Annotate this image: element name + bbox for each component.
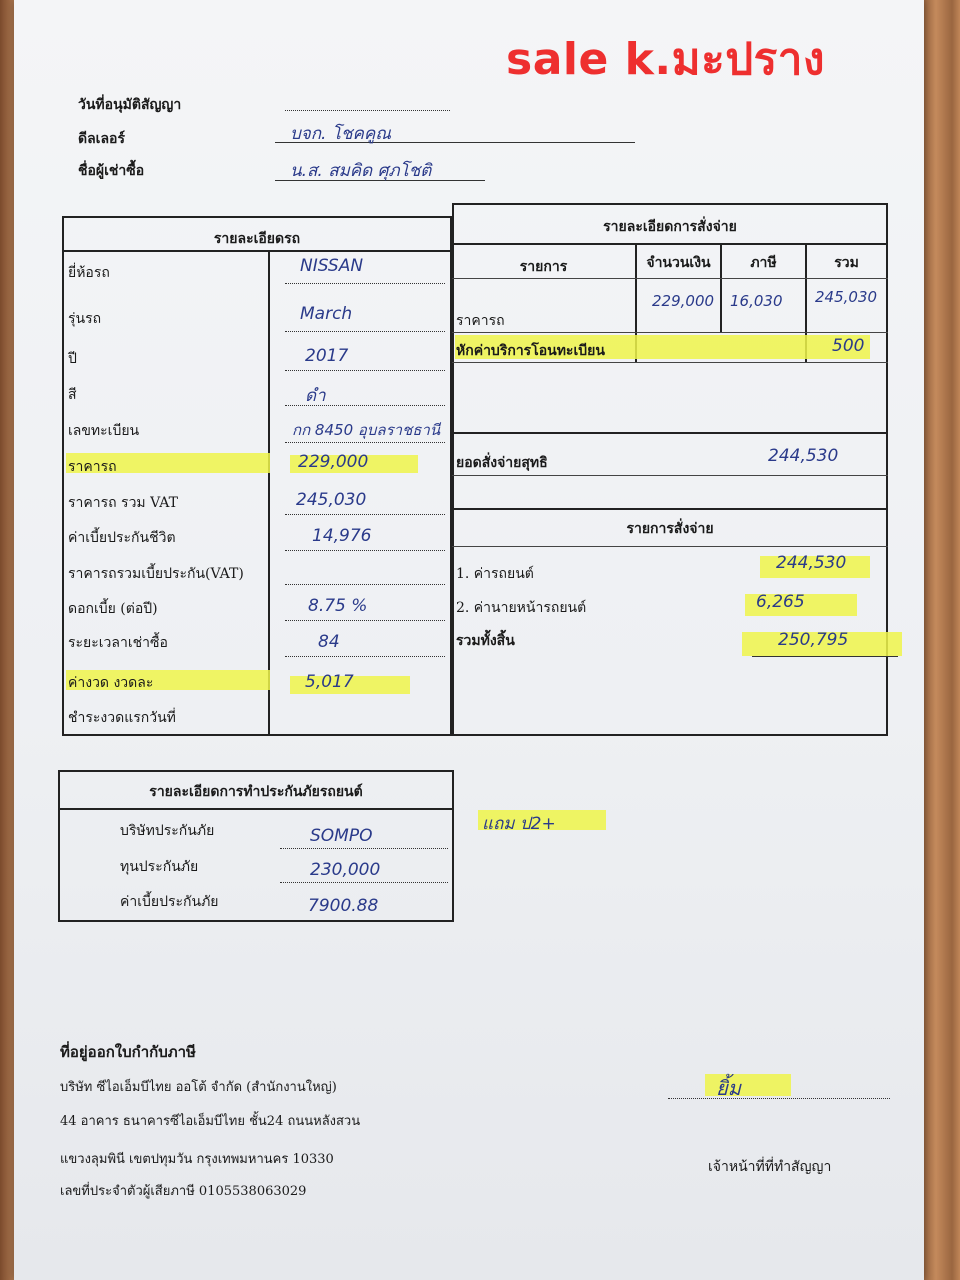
grand-total-label: รวมทั้งสิ้น xyxy=(456,633,515,649)
insurance-title-rule xyxy=(58,808,454,810)
approve-date-label: วันที่อนุมัติสัญญา xyxy=(78,97,182,113)
item2-value: 6,265 xyxy=(756,592,805,612)
tax-address-line: บริษัท ซีไอเอ็มบีไทย ออโต้ จำกัด (สำนักงานใหญ่) xyxy=(60,1080,337,1095)
col-amount-header: จำนวนเงิน xyxy=(646,255,711,271)
car-row-value: 5,017 xyxy=(305,672,354,692)
dealer-label: ดีลเลอร์ xyxy=(78,131,125,147)
col-tax-header: ภาษี xyxy=(750,255,777,271)
insurance-company-label: บริษัทประกันภัย xyxy=(120,823,215,839)
tax-address-line: 44 อาคาร ธนาคารซีไอเอ็มบีไทย ชั้น24 ถนนหลังสวน xyxy=(60,1114,361,1129)
car-price-tax: 16,030 xyxy=(730,292,783,310)
net-label: ยอดสั่งจ่ายสุทธิ xyxy=(456,455,548,471)
insurance-premium-label: ค่าเบี้ยประกันภัย xyxy=(120,894,219,910)
car-row-label: สี xyxy=(68,387,77,403)
transfer-fee-total: 500 xyxy=(832,336,865,356)
car-details-title-rule xyxy=(62,250,452,252)
car-row-label: ชำระงวดแรกวันที่ xyxy=(68,710,176,726)
net-bottom-rule xyxy=(452,475,888,476)
car-row-line xyxy=(285,514,445,515)
car-price-amount: 229,000 xyxy=(652,292,715,310)
item1-value: 244,530 xyxy=(776,553,847,573)
approve-date-line xyxy=(285,110,450,111)
car-price-label: ราคารถ xyxy=(456,313,505,329)
car-row-label: ดอกเบี้ย (ต่อปี) xyxy=(68,601,158,617)
car-row-value: 2017 xyxy=(305,346,349,366)
col-item-header: รายการ xyxy=(519,259,568,275)
buyer-label: ชื่อผู้เช่าซื้อ xyxy=(78,163,145,179)
list-title-rule xyxy=(452,546,888,547)
transfer-fee-label: หักค่าบริการโอนทะเบียน xyxy=(456,343,605,359)
list-title: รายการสั่งจ่าย xyxy=(626,521,714,537)
insurance-company-value: SOMPO xyxy=(310,826,373,846)
insurance-sum-line xyxy=(280,882,448,883)
transfer-fee-rule xyxy=(452,362,888,363)
car-row-label: ราคารถ รวม VAT xyxy=(68,495,178,511)
wood-background-right xyxy=(920,0,960,1280)
insurance-note: แถม ป2+ xyxy=(482,814,556,834)
car-details-title: รายละเอียดรถ xyxy=(213,231,301,247)
car-row-label: ค่างวด งวดละ xyxy=(68,675,154,691)
grand-total-underline xyxy=(752,656,898,657)
buyer-value: น.ส. สมคิด ศุภโชติ xyxy=(290,161,432,181)
signature-line xyxy=(668,1098,890,1099)
item2-label: 2. ค่านายหน้ารถยนต์ xyxy=(456,600,587,616)
tax-address-line: แขวงลุมพินี เขตปทุมวัน กรุงเทพมหานคร 10330 xyxy=(60,1152,334,1167)
car-row-line xyxy=(285,405,445,406)
car-row-value: 229,000 xyxy=(298,452,369,472)
car-row-label: ยี่ห้อรถ xyxy=(68,265,110,281)
car-row-label: รุ่นรถ xyxy=(68,311,102,327)
car-row-line xyxy=(285,370,445,371)
net-value: 244,530 xyxy=(768,446,839,466)
car-details-table xyxy=(62,216,452,736)
insurance-sum-value: 230,000 xyxy=(310,860,381,880)
car-row-value: 245,030 xyxy=(296,490,367,510)
payment-details-title: รายละเอียดการสั่งจ่าย xyxy=(603,219,737,235)
car-row-label: เลขทะเบียน xyxy=(68,423,140,439)
car-row-line xyxy=(285,620,445,621)
car-price-total: 245,030 xyxy=(815,288,878,306)
car-row-value: March xyxy=(300,304,353,324)
wood-background-left xyxy=(0,0,14,1280)
car-row-value: 14,976 xyxy=(312,526,372,546)
grand-total-value: 250,795 xyxy=(778,630,849,650)
tax-id-line: เลขที่ประจำตัวผู้เสียภาษี 0105538063029 xyxy=(60,1184,307,1199)
dealer-value: บจก. โชคคูณ xyxy=(290,124,392,144)
car-row-line xyxy=(285,283,445,284)
car-row-label: ระยะเวลาเช่าซื้อ xyxy=(68,635,168,651)
car-row-line xyxy=(285,550,445,551)
car-row-value: NISSAN xyxy=(300,256,364,276)
car-row-label: ปี xyxy=(68,351,77,367)
car-row-value: 8.75 % xyxy=(308,596,368,616)
insurance-company-line xyxy=(280,848,448,849)
car-row-line xyxy=(285,442,445,443)
car-row-value: กก 8450 อุบลราชธานี xyxy=(292,421,441,439)
item1-label: 1. ค่ารถยนต์ xyxy=(456,566,534,582)
officer-signature: ยิ้ม xyxy=(716,1076,741,1100)
car-row-line xyxy=(285,331,445,332)
car-row-value: 84 xyxy=(318,632,340,652)
insurance-title: รายละเอียดการทำประกันภัยรถยนต์ xyxy=(149,784,363,800)
car-price-rule xyxy=(452,332,888,333)
car-details-divider xyxy=(268,250,270,734)
net-top-rule xyxy=(452,432,888,434)
insurance-sum-label: ทุนประกันภัย xyxy=(120,859,199,875)
insurance-premium-value: 7900.88 xyxy=(308,896,379,916)
car-row-line xyxy=(285,656,445,657)
car-row-label: ค่าเบี้ยประกันชีวิต xyxy=(68,530,176,546)
car-row-label: ราคารถ xyxy=(68,459,117,475)
col-total-header: รวม xyxy=(834,255,859,271)
sale-watermark: sale k.มะปราง xyxy=(506,34,825,85)
tax-address-title: ที่อยู่ออกใบกำกับภาษี xyxy=(60,1043,196,1061)
car-row-line xyxy=(285,584,445,585)
payment-title-rule xyxy=(452,243,888,245)
payment-header-rule xyxy=(452,278,888,279)
car-row-label: ราคารถรวมเบี้ยประกัน(VAT) xyxy=(68,566,244,582)
list-top-rule xyxy=(452,508,888,510)
car-row-value: ดำ xyxy=(305,386,326,406)
officer-label: เจ้าหน้าที่ที่ทำสัญญา xyxy=(708,1159,832,1175)
